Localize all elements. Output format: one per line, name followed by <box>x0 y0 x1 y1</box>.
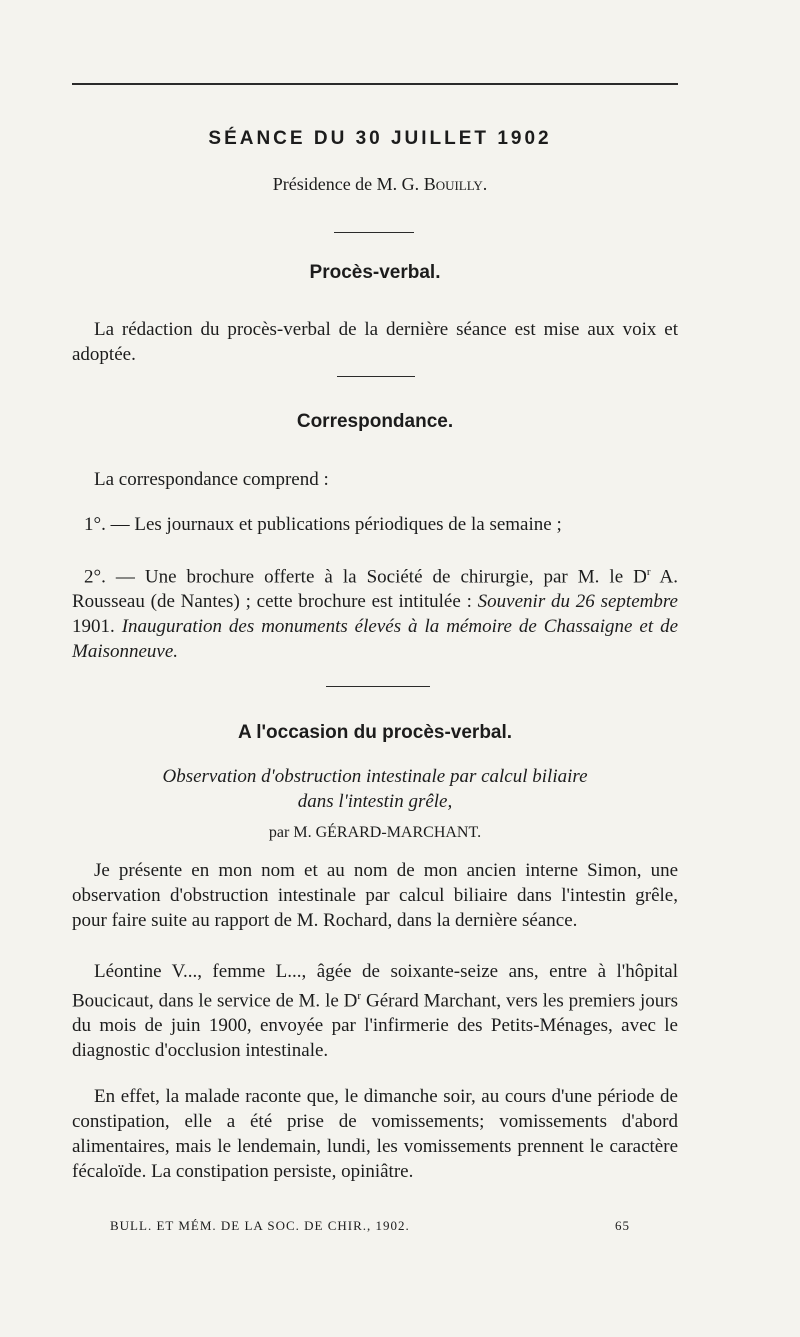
paragraph-2-text-a: Léontine V..., femme L..., âgée de soixante-seize ans, entre à l'hôpital Boucicaut, dans le service de M. le D <box>72 961 678 1012</box>
separator-rule <box>334 232 414 233</box>
proces-verbal-text: La rédaction du procès-verbal de la dernière séance est mise aux voix et adoptée. <box>72 319 678 365</box>
heading-occasion: A l'occasion du procès-verbal. <box>237 722 513 743</box>
separator-rule <box>337 376 415 377</box>
observation-title-line-2: dans l'intestin grêle, <box>297 791 453 812</box>
heading-correspondance: Correspondance. <box>296 411 454 432</box>
paragraph-2 <box>72 959 678 1063</box>
footer-journal: BULL. ET MÉM. DE LA SOC. DE CHIR., 1902. <box>110 1218 410 1233</box>
item2-italic-1: Souvenir du 26 septembre <box>477 591 678 613</box>
page-number: 65 <box>615 1218 630 1233</box>
correspondance-item-1: 1°. — Les journaux et publications périodiques de la semaine ; <box>84 514 562 535</box>
item2-text-a: 2°. — Une brochure offerte à la Société de chirurgie, par M. le D <box>84 566 647 588</box>
correspondance-item-2 <box>72 560 678 664</box>
paragraph-2-text-b: Gérard Marchant, vers les premiers jours du mois de juin 1900, envoyée par l'infirmerie des Petits-Ménages, avec le diagnostic d'occlusion intestinale. <box>72 990 678 1062</box>
paragraph-1: Je présente en mon nom et au nom de mon ancien interne Simon, une observation d'obstruction intestinale par calcul biliaire dans l'intestin grêle, pour faire suite au rapport de M. Rochard, dans la dernière séance. <box>72 860 678 931</box>
item2-italic-2: Inauguration des monuments élevés à la mémoire de Chassaigne et de Maisonneuve. <box>72 616 679 663</box>
correspondance-intro: La correspondance comprend : <box>94 469 329 490</box>
session-title: SÉANCE DU 30 JUILLET 1902 <box>208 128 552 149</box>
item2-superscript: r <box>646 566 651 578</box>
item2-text-b: A. Rousseau (de Nantes) ; cette brochure est intitulée : <box>72 566 678 613</box>
presidence-prefix: Présidence de M. G. <box>272 174 424 194</box>
page-footer <box>110 1218 630 1234</box>
presidence-suffix: . <box>482 174 488 194</box>
presidence-line <box>0 174 760 195</box>
president-name: Bouilly <box>423 174 483 194</box>
separator-rule <box>326 686 430 687</box>
top-rule <box>72 83 678 85</box>
paragraph-3: En effet, la malade raconte que, le dimanche soir, au cours d'une période de constipation, elle a été prise de vomissements; vomissements d'abord alimentaires, mais le lendemain, lundi, les vomissements prennent le caractère fécaloïde. La constipation persiste, opiniâtre. <box>72 1086 678 1182</box>
observation-author: par M. GÉRARD-MARCHANT. <box>268 824 482 841</box>
observation-title-line-1: Observation d'obstruction intestinale par calcul biliaire <box>162 766 588 787</box>
item2-year: 1901. <box>72 616 122 638</box>
paragraph-2-superscript: r <box>357 990 362 1002</box>
heading-proces-verbal: Procès-verbal. <box>309 262 441 283</box>
